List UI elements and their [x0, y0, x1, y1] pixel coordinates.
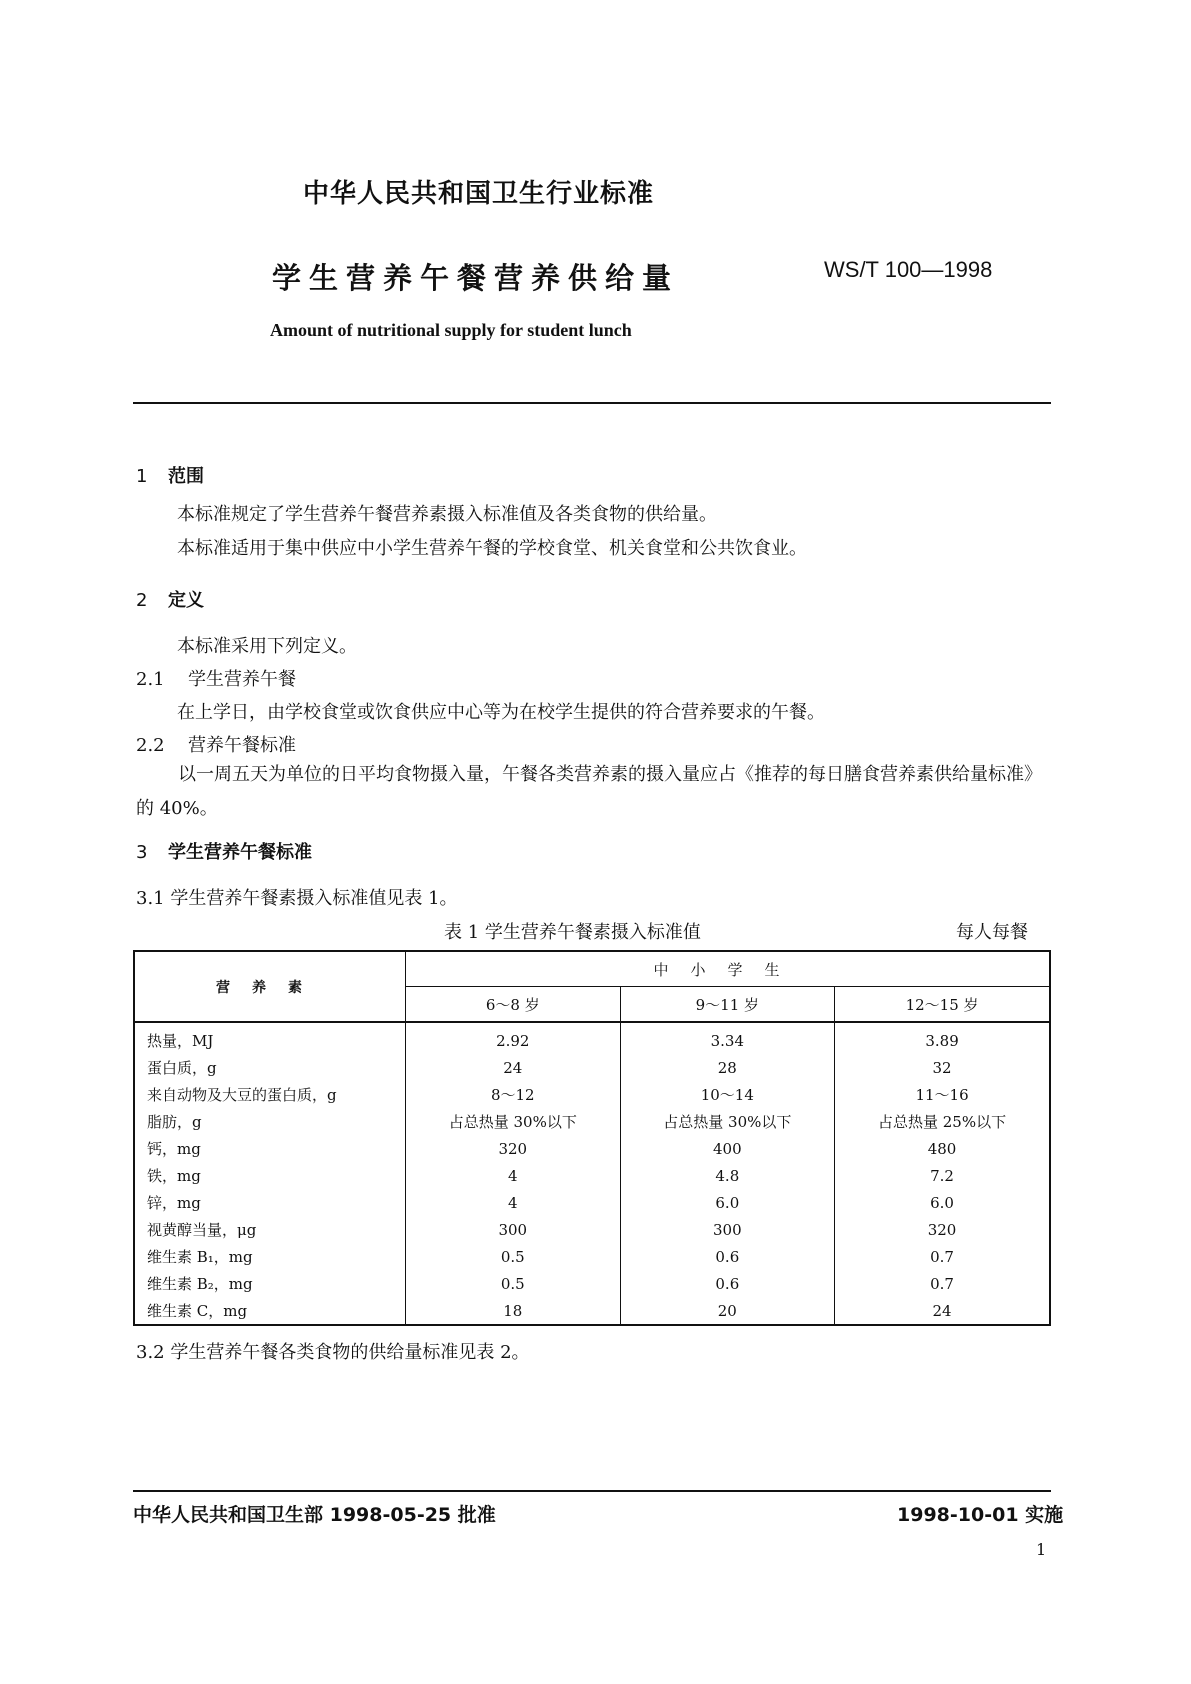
table-cell: 0.7	[835, 1243, 1050, 1270]
table-cell: 4.8	[620, 1162, 835, 1189]
table-row	[134, 1108, 1050, 1135]
column-header-age: 12～15 岁	[835, 987, 1050, 1023]
table-cell: 400	[620, 1135, 835, 1162]
standard-code: WS/T 100—1998	[824, 257, 993, 282]
nutrient-name: 维生素 C，mg	[147, 1302, 248, 1320]
table-row	[134, 1297, 1050, 1325]
table-row	[134, 1243, 1050, 1270]
table-cell: 0.6	[620, 1270, 835, 1297]
table-row	[134, 1054, 1050, 1081]
nutrient-name: 视黄醇当量，μg	[147, 1221, 257, 1239]
column-header-nutrient: 营养素	[134, 951, 406, 1022]
subsection-title: 营养午餐标准	[188, 735, 296, 756]
header-divider	[133, 402, 1051, 404]
column-group-header: 中小学生	[406, 951, 1051, 987]
subsection-number: 2.1	[136, 669, 165, 690]
footer-divider	[133, 1490, 1051, 1492]
subsection-2-1-text: 在上学日，由学校食堂或饮食供应中心等为在校学生提供的符合营养要求的午餐。	[177, 702, 825, 723]
table-cell: 占总热量 30%以下	[406, 1108, 621, 1135]
table-cell: 3.89	[835, 1022, 1050, 1054]
table-cell: 7.2	[835, 1162, 1050, 1189]
table-cell: 4	[406, 1162, 621, 1189]
table-cell: 占总热量 30%以下	[620, 1108, 835, 1135]
table-cell: 4	[406, 1189, 621, 1216]
section-2-heading	[136, 586, 204, 612]
table-caption: 表 1 学生营养午餐素摄入标准值	[444, 922, 701, 943]
column-header-age: 6～8 岁	[406, 987, 621, 1023]
document-title: 学生营养午餐营养供给量	[272, 261, 680, 295]
section-1-heading	[136, 462, 204, 488]
table-cell: 32	[835, 1054, 1050, 1081]
table-cell: 300	[620, 1216, 835, 1243]
effective-date: 1998-10-01 实施	[897, 1504, 1064, 1526]
nutrient-name: 钙，mg	[147, 1140, 201, 1158]
nutrient-name: 维生素 B₁，mg	[147, 1248, 253, 1266]
table-row	[134, 1135, 1050, 1162]
nutrient-name: 来自动物及大豆的蛋白质，g	[147, 1086, 337, 1104]
table-cell: 20	[620, 1297, 835, 1325]
table-cell: 320	[835, 1216, 1050, 1243]
subsection-3-2-text: 3.2 学生营养午餐各类食物的供给量标准见表 2。	[136, 1342, 530, 1363]
section-number: 2	[136, 590, 148, 611]
table-row	[134, 1022, 1050, 1054]
section-1-paragraph-1: 本标准规定了学生营养午餐营养素摄入标准值及各类食物的供给量。	[177, 504, 717, 525]
table-row	[134, 1189, 1050, 1216]
table-cell: 0.5	[406, 1270, 621, 1297]
nutrient-name: 锌，mg	[147, 1194, 201, 1212]
approval-date: 中华人民共和国卫生部 1998-05-25 批准	[133, 1504, 496, 1526]
table-row	[134, 1081, 1050, 1108]
nutrient-name: 脂肪，g	[147, 1113, 202, 1131]
nutrient-name: 蛋白质，g	[147, 1059, 217, 1077]
section-3-heading	[136, 838, 312, 864]
english-subtitle: Amount of nutritional supply for student lunch	[270, 320, 632, 340]
section-title: 范围	[168, 466, 204, 487]
issuer-heading: 中华人民共和国卫生行业标准	[303, 179, 655, 209]
table-row	[134, 1216, 1050, 1243]
table-cell: 10～14	[620, 1081, 835, 1108]
subsection-2-2-text: 以一周五天为单位的日平均食物摄入量，午餐各类营养素的摄入量应占《推荐的每日膳食营养素供给量标准》的 40%。	[136, 764, 1042, 819]
table-row	[134, 1162, 1050, 1189]
subsection-2-2-heading	[136, 731, 296, 757]
table-cell: 11～16	[835, 1081, 1050, 1108]
table-cell: 18	[406, 1297, 621, 1325]
table-cell: 0.6	[620, 1243, 835, 1270]
table-cell: 占总热量 25%以下	[835, 1108, 1050, 1135]
nutrient-name: 热量，MJ	[147, 1032, 214, 1050]
subsection-title: 学生营养午餐	[188, 669, 296, 690]
section-1-paragraph-2: 本标准适用于集中供应中小学生营养午餐的学校食堂、机关食堂和公共饮食业。	[177, 538, 807, 559]
subsection-3-1-text: 3.1 学生营养午餐素摄入标准值见表 1。	[136, 888, 458, 909]
table-cell: 3.34	[620, 1022, 835, 1054]
table-cell: 6.0	[620, 1189, 835, 1216]
table-cell: 28	[620, 1054, 835, 1081]
subsection-2-1-heading	[136, 665, 296, 691]
nutrient-name: 维生素 B₂，mg	[147, 1275, 253, 1293]
table-row	[134, 1270, 1050, 1297]
nutrient-name: 铁，mg	[147, 1167, 201, 1185]
table-cell: 480	[835, 1135, 1050, 1162]
section-number: 3	[136, 842, 148, 863]
table-cell: 0.7	[835, 1270, 1050, 1297]
subsection-number: 2.2	[136, 735, 165, 756]
section-number: 1	[136, 466, 148, 487]
table-cell: 320	[406, 1135, 621, 1162]
table-cell: 2.92	[406, 1022, 621, 1054]
column-header-age: 9～11 岁	[620, 987, 835, 1023]
section-title: 定义	[168, 590, 204, 611]
table-cell: 6.0	[835, 1189, 1050, 1216]
section-title: 学生营养午餐标准	[168, 842, 312, 863]
table-cell: 24	[406, 1054, 621, 1081]
table-note: 每人每餐	[956, 922, 1028, 943]
nutrient-table	[133, 950, 1051, 1326]
section-2-paragraph-1: 本标准采用下列定义。	[177, 636, 357, 657]
table-cell: 300	[406, 1216, 621, 1243]
table-cell: 0.5	[406, 1243, 621, 1270]
table-cell: 8～12	[406, 1081, 621, 1108]
page-number: 1	[1036, 1540, 1047, 1559]
table-cell: 24	[835, 1297, 1050, 1325]
